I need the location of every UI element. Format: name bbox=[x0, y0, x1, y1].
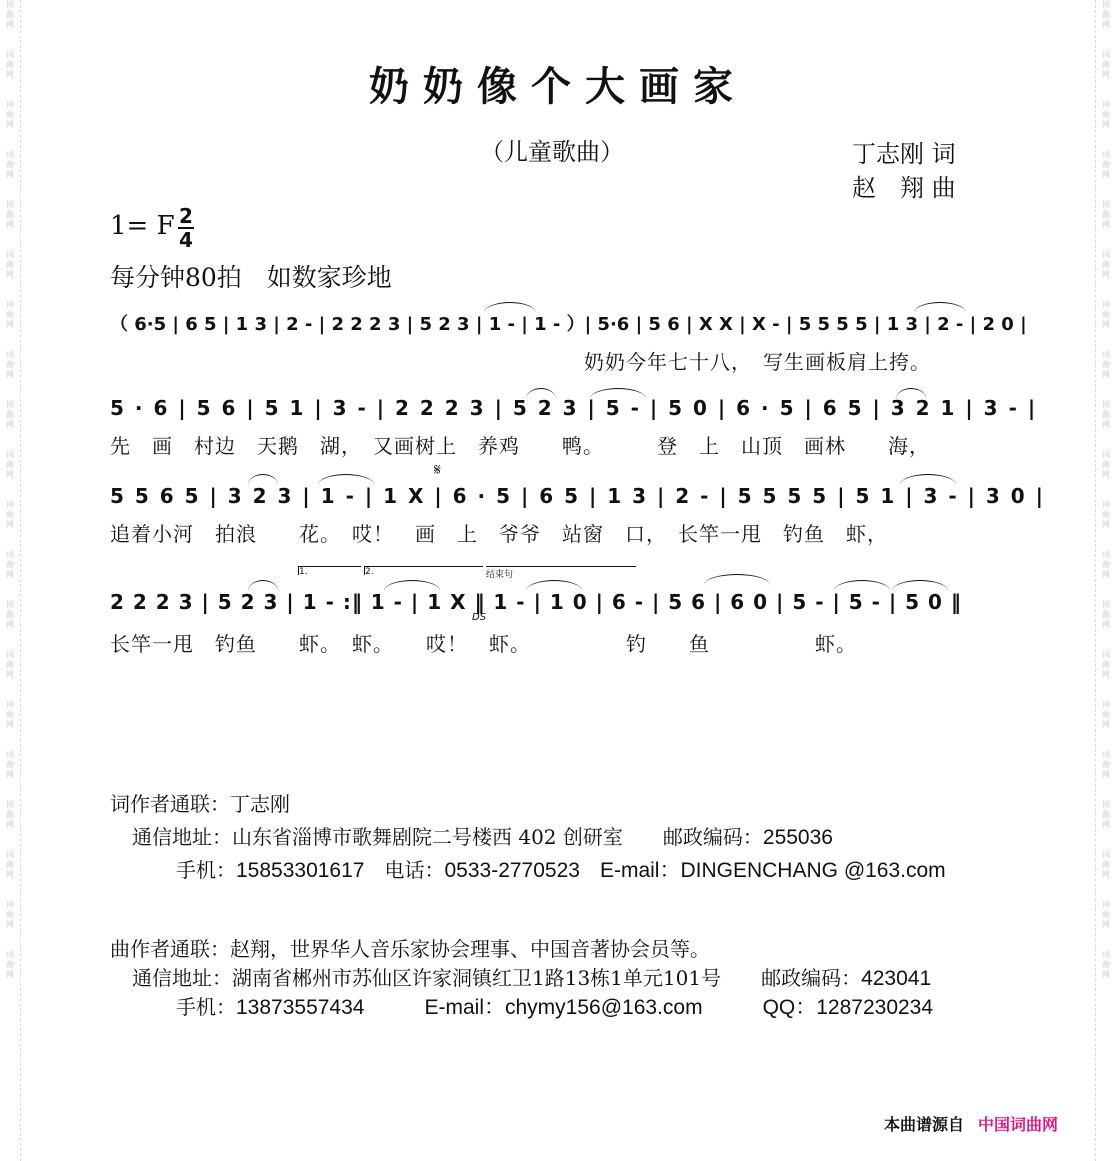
composer-phone-line: 手机：13873557434 E-mail：chymy156@163.com QQ：1287230234 bbox=[176, 995, 934, 1019]
tie-mark bbox=[914, 302, 966, 313]
score-line-4-notes: 2 2 2 3 | 5 2 3 | 1 - :‖ 1 - | 1 X ‖ 1 - | 1 0 | 6 - | 5 6 | 6 0 | 5 - | 5 - | 5 0 ‖ bbox=[110, 590, 962, 614]
tie-mark bbox=[484, 302, 536, 313]
segno-mark: 𝄋 bbox=[434, 460, 441, 479]
lyricist-phone-line: 手机：15853301617 电话：0533-2770523 E-mail：DINGENCHANG @163.com bbox=[176, 858, 946, 882]
composer-mobile: 13873557434 bbox=[236, 996, 365, 1019]
composer-postcode: 423041 bbox=[861, 967, 932, 990]
right-watermark-strip: 词 曲 网 词 曲 网 词 曲 网 词 曲 网 词 曲 网 词 曲 网 词 曲 网 词 曲 网 词 曲 网 词 曲 网 词 曲 网 词 曲 网 词 曲 网 词 曲 网 词 曲 网 词 曲 网 词 曲 网 词 曲 网 词 曲 网 词 曲 网 bbox=[1095, 0, 1116, 1161]
tie-mark bbox=[892, 580, 948, 591]
composer-name: 赵翔，世界华人音乐家协会理事、中国音著协会员等。 bbox=[230, 937, 710, 961]
score-line-1-notes: （ 6·5 | 6 5 | 1 3 | 2 - | 2 2 2 3 | 5 2 3 | 1 - | 1 - ）| 5·6 | 5 6 | X X | X - | 5 5 5 5 | 1 3 | 2 - | 2 0 | bbox=[110, 314, 1027, 335]
ds-mark: DS bbox=[472, 612, 487, 623]
tie-mark bbox=[318, 474, 374, 485]
score-line-2-lyrics: 先 画 村边 天鹅 湖， 又画树上 养鸡 鸭。 登 上 山顶 画林 海， bbox=[110, 434, 930, 458]
tie-mark bbox=[900, 474, 956, 485]
tie-mark bbox=[384, 580, 440, 591]
score-line-3-lyrics: 追着小河 拍浪 花。 哎！ 画 上 爷爷 站窗 口， 长竿一甩 钓鱼 虾， bbox=[110, 522, 888, 546]
composer-qq: 1287230234 bbox=[816, 996, 934, 1019]
tie-mark bbox=[834, 580, 890, 591]
lyricist-email: DINGENCHANG @163.com bbox=[680, 859, 946, 882]
coda-bracket: 结束句 bbox=[486, 566, 636, 575]
song-title: 奶奶像个大画家 bbox=[369, 63, 747, 110]
tie-mark bbox=[590, 388, 646, 399]
tempo-marking: 每分钟80拍 如数家珍地 bbox=[110, 263, 392, 292]
left-watermark-strip: 词 曲 网 词 曲 网 词 曲 网 词 曲 网 词 曲 网 词 曲 网 词 曲 网 词 曲 网 词 曲 网 词 曲 网 词 曲 网 词 曲 网 词 曲 网 词 曲 网 词 曲 网 词 曲 网 词 曲 网 词 曲 网 词 曲 网 词 曲 网 bbox=[0, 0, 21, 1161]
tie-mark bbox=[526, 388, 556, 399]
composer-address-line: 通信地址：湖南省郴州市苏仙区许家洞镇红卫1路13栋1单元101号 邮政编码：423041 bbox=[132, 966, 932, 990]
lyricist-address: 山东省淄博市歌舞剧院二号楼西 402 创研室 bbox=[232, 825, 623, 849]
lyricist-contact-line: 词作者通联：丁志刚 bbox=[110, 792, 290, 816]
composer-credit: 赵 翔 曲 bbox=[852, 174, 956, 202]
volta-2: 2. bbox=[364, 566, 483, 575]
volta-1: 1. bbox=[298, 566, 361, 575]
tie-mark bbox=[248, 474, 278, 485]
tie-mark bbox=[704, 574, 770, 585]
tie-mark bbox=[526, 580, 582, 591]
score-line-4-lyrics: 长竿一甩 钓鱼 虾。 虾。 哎！ 虾。 钓 鱼 虾。 bbox=[110, 632, 857, 656]
score-line-2 bbox=[110, 392, 1038, 428]
composer-email: chymy156@163.com bbox=[505, 996, 703, 1019]
tie-mark bbox=[248, 580, 278, 591]
tie-mark bbox=[896, 388, 926, 399]
composer-contact-line: 曲作者通联：赵翔，世界华人音乐家协会理事、中国音著协会员等。 bbox=[110, 937, 710, 961]
lyricist-name: 丁志刚 bbox=[230, 792, 290, 816]
time-signature bbox=[178, 206, 194, 250]
source-brand-link[interactable]: 中国词曲网 bbox=[978, 1115, 1059, 1134]
score-line-3 bbox=[110, 480, 1045, 516]
lyricist-credit: 丁志刚 词 bbox=[852, 140, 956, 168]
score-line-4 bbox=[110, 586, 1005, 622]
score-line-1 bbox=[110, 306, 1027, 342]
score-line-2-notes: 5 · 6 | 5 6 | 5 1 | 3 - | 2 2 2 3 | 5 2 3 | 5 - | 5 0 | 6 · 5 | 6 5 | 3 2 1 | 3 - | bbox=[110, 396, 1038, 420]
score-line-1-lyrics: 奶奶今年七十八， 写生画板肩上挎。 bbox=[584, 350, 931, 374]
time-signature-top: 2 bbox=[179, 204, 193, 228]
lyricist-phone: 0533-2770523 bbox=[444, 859, 580, 882]
time-signature-bottom: 4 bbox=[179, 228, 193, 252]
source-credit: 本曲谱源自 中国词曲网 bbox=[884, 1115, 1059, 1134]
lyricist-address-line: 通信地址：山东省淄博市歌舞剧院二号楼西 402 创研室 邮政编码：255036 bbox=[132, 825, 833, 849]
lyricist-mobile: 15853301617 bbox=[236, 859, 365, 882]
composer-address: 湖南省郴州市苏仙区许家洞镇红卫1路13栋1单元101号 bbox=[232, 966, 722, 990]
song-genre: （儿童歌曲） bbox=[480, 138, 624, 166]
key-signature: 1= F bbox=[110, 211, 175, 241]
score-line-3-notes: 5 5 6 5 | 3 2 3 | 1 - | 1 X | 6 · 5 | 6 5 | 1 3 | 2 - | 5 5 5 5 | 5 1 | 3 - | 3 0 | bbox=[110, 484, 1045, 508]
lyricist-postcode: 255036 bbox=[762, 826, 833, 849]
